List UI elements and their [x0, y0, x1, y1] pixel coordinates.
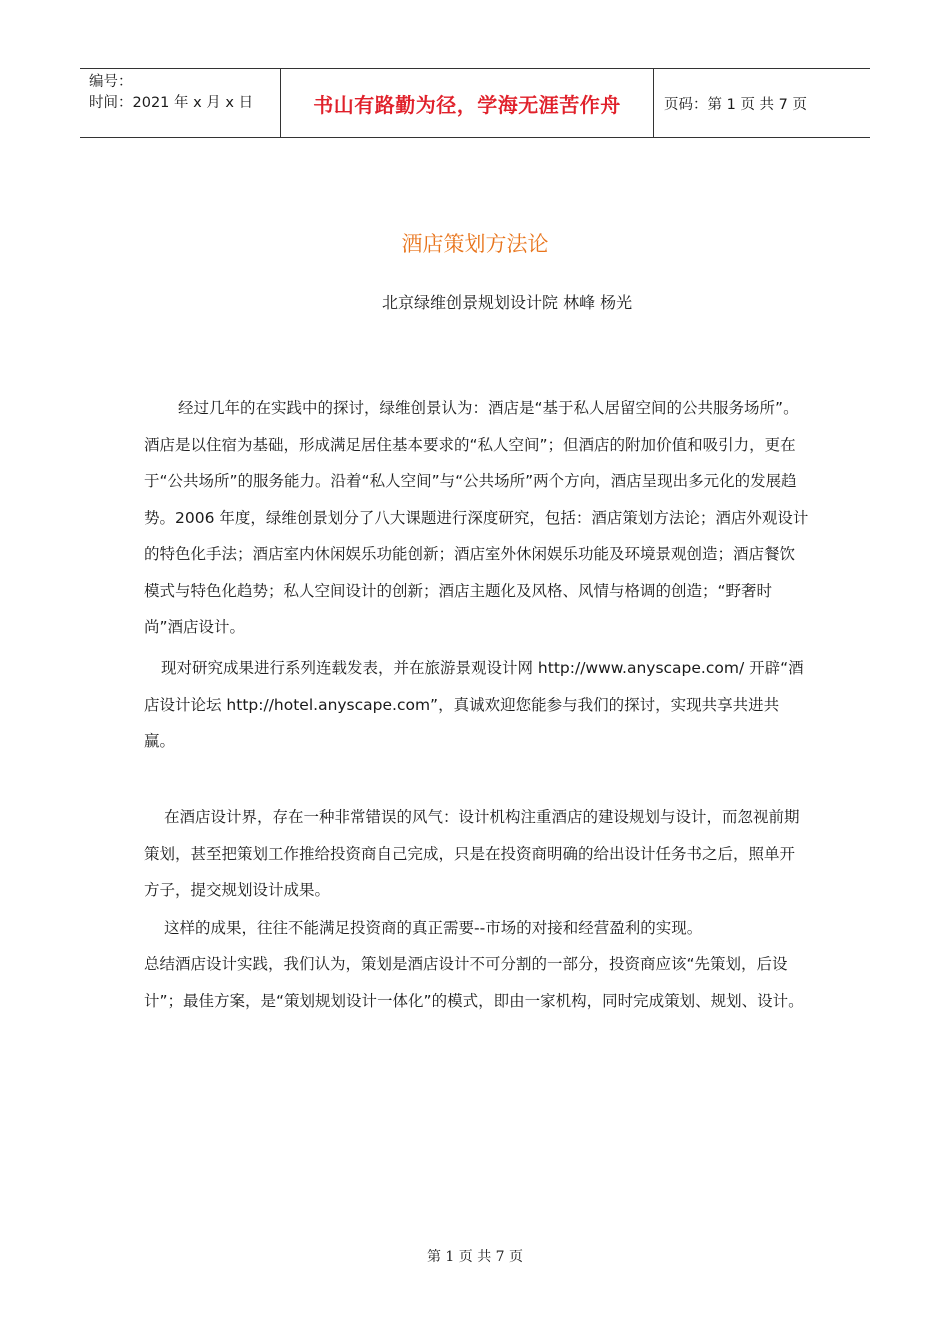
page-info-text: 页码：第 1 页 共 7 页: [664, 96, 807, 113]
body-paragraph: 总结酒店设计实践，我们认为，策划是酒店设计不可分割的一部分，投资商应该“先策划，后设计”；最佳方案，是“策划规划设计一体化”的模式，即由一家机构，同时完成策划、规划、设计。: [144, 955, 804, 1010]
serial-number-label: 编号：: [89, 74, 133, 90]
document-author: 北京绿维创景规划设计院 林峰 杨光: [382, 293, 633, 312]
page-footer: 第 1 页 共 7 页: [426, 1249, 524, 1265]
header-page-info: [654, 69, 870, 137]
body-paragraph: 这样的成果，往往不能满足投资商的真正需要--市场的对接和经营盈利的实现。: [164, 919, 703, 937]
header-motto-cell: [281, 69, 654, 137]
motto-text: 书山有路勤为径，学海无涯苦作舟: [313, 92, 621, 117]
date-label: 时间：2021 年 x 月 x 日: [89, 95, 254, 111]
document-title: 酒店策划方法论: [401, 232, 549, 256]
document-header: [80, 68, 870, 138]
body-paragraph: 在酒店设计界，存在一种非常错误的风气：设计机构注重酒店的建设规划与设计，而忽视前期策划，甚至把策划工作推给投资商自己完成，只是在投资商明确的给出设计任务书之后，照单开方子，提交规划设计成果。: [144, 808, 800, 899]
header-meta: [80, 69, 281, 137]
body-paragraph: 经过几年的在实践中的探讨，绿维创景认为：酒店是“基于私人居留空间的公共服务场所”。酒店是以住宿为基础，形成满足居住基本要求的“私人空间”；但酒店的附加价值和吸引力，更在于“公共场所”的服务能力。沿着“私人空间”与“公共场所”两个方向，酒店呈现出多元化的发展趋势。2006 年度，绿维创景划分了八大课题进行深度研究，包括：酒店策划方法论；酒店外观设计的特色化手法；酒店室内休闲娱乐功能创新；酒店室外休闲娱乐功能及环境景观创造；酒店餐饮模式与特色化趋势；私人空间设计的创新；酒店主题化及风格、风情与格调的创造；“野奢时尚”酒店设计。: [144, 399, 809, 636]
body-paragraph: 现对研究成果进行系列连载发表，并在旅游景观设计网 http://www.anyscape.com/ 开辟“酒店设计论坛 http://hotel.anyscape.com”，真诚欢迎您能参与我们的探讨，实现共享共进共赢。: [144, 659, 804, 750]
